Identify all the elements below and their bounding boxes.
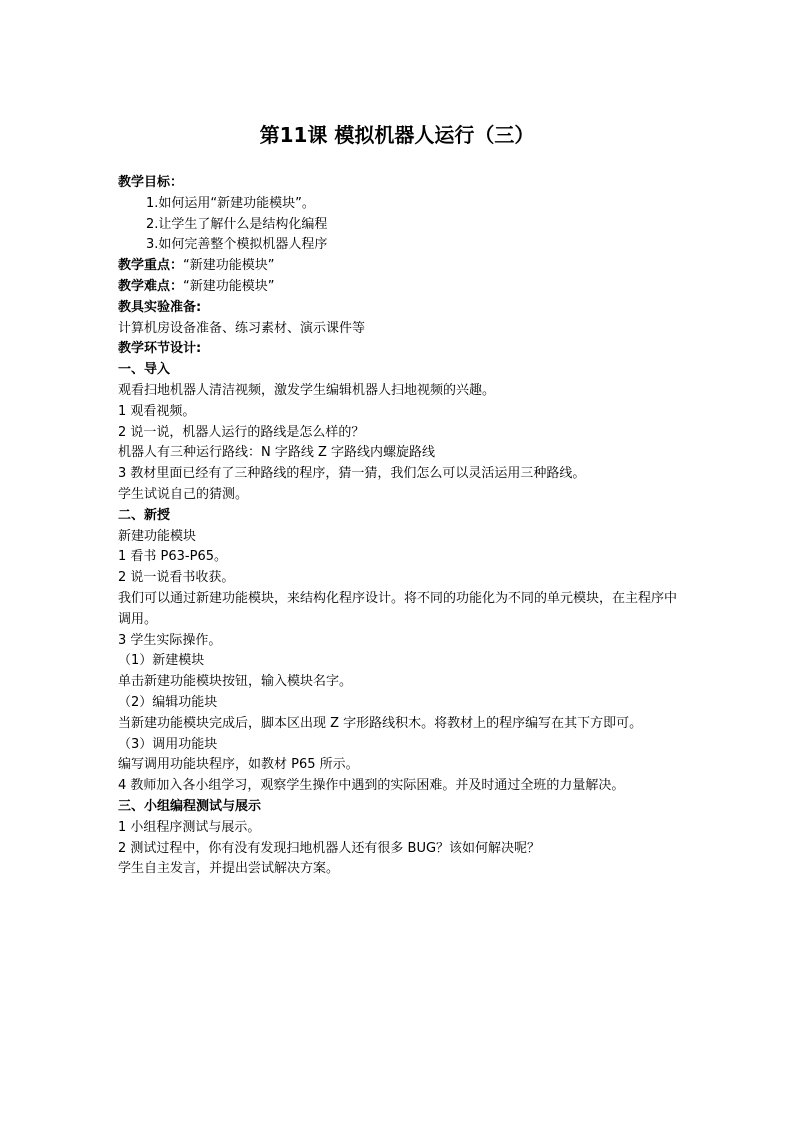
objective-item-3: 3.如何完善整个模拟机器人程序 — [146, 237, 328, 253]
section1-line-6: 学生试说自己的猜测。 — [118, 486, 249, 502]
objectives-heading: 教学目标： — [118, 175, 184, 190]
section2-line-2: 1 看书 P63-P65。 — [118, 549, 227, 565]
section2-line-6: （1）新建模块 — [118, 653, 205, 669]
section2-line-9: 当新建功能模块完成后，脚本区出现 Z 字形路线积木。将教材上的程序编写在其下方即可。 — [118, 715, 643, 731]
section2-line-5: 3 学生实际操作。 — [118, 632, 222, 648]
section1-line-3: 2 说一说，机器人运行的路线是怎么样的？ — [118, 424, 365, 440]
section2-line-8: （2）编辑功能块 — [118, 694, 218, 710]
section1-line-1: 观看扫地机器人清洁视频，激发学生编辑机器人扫地视频的兴趣。 — [118, 382, 496, 398]
section2-line-7: 单击新建功能模块按钮，输入模块名字。 — [118, 674, 353, 690]
difficulty-line — [118, 277, 683, 298]
section2-line-12: 4 教师加入各小组学习，观察学生操作中遇到的实际困难。并及时通过全班的力量解决。 — [118, 778, 625, 794]
section2-heading: 二、新授 — [118, 507, 171, 523]
section2-line-11: 编写调用功能块程序，如教材 P65 所示。 — [118, 757, 359, 773]
key-point-value: “新建功能模块” — [183, 258, 275, 274]
section1-heading: 一、导入 — [118, 362, 171, 378]
difficulty-label: 教学难点： — [118, 278, 184, 294]
section3-line-3: 学生自主发言，并提出尝试解决方案。 — [118, 861, 340, 877]
key-point-line — [118, 256, 683, 277]
preparation-content: 计算机房设备准备、练习素材、演示课件等 — [118, 320, 366, 336]
section3-line-2: 2 测试过程中，你有没有发现扫地机器人还有很多 BUG？该如何解决呢？ — [118, 840, 541, 856]
lesson-body — [118, 173, 683, 880]
section2-line-4: 我们可以通过新建功能模块，来结构化程序设计。将不同的功能化为不同的单元模块，在主程序中调用。 — [118, 590, 678, 627]
section1-line-2: 1 观看视频。 — [118, 403, 196, 419]
objective-item-2: 2.让学生了解什么是结构化编程 — [146, 216, 328, 232]
section2-line-1: 新建功能模块 — [118, 528, 197, 544]
difficulty-value: “新建功能模块” — [183, 278, 275, 294]
section1-line-4: 机器人有三种运行路线：N 字路线 Z 字路线内螺旋路线 — [118, 445, 436, 461]
section2-line-10: （3）调用功能块 — [118, 736, 218, 752]
key-point-label: 教学重点： — [118, 258, 184, 274]
section1-line-5: 3 教材里面已经有了三种路线的程序，猜一猜，我们怎么可以灵活运用三种路线。 — [118, 466, 586, 482]
lesson-title: 第11课 模拟机器人运行（三） — [259, 123, 535, 147]
preparation-heading: 教具实验准备: — [118, 299, 202, 315]
section3-heading: 三、小组编程测试与展示 — [118, 798, 262, 814]
section3-line-1: 1 小组程序测试与展示。 — [118, 819, 261, 835]
section2-line-3: 2 说一说看书收获。 — [118, 570, 235, 586]
objective-item-1: 1.如何运用“新建功能模块”。 — [146, 195, 315, 211]
design-heading: 教学环节设计: — [118, 341, 202, 357]
